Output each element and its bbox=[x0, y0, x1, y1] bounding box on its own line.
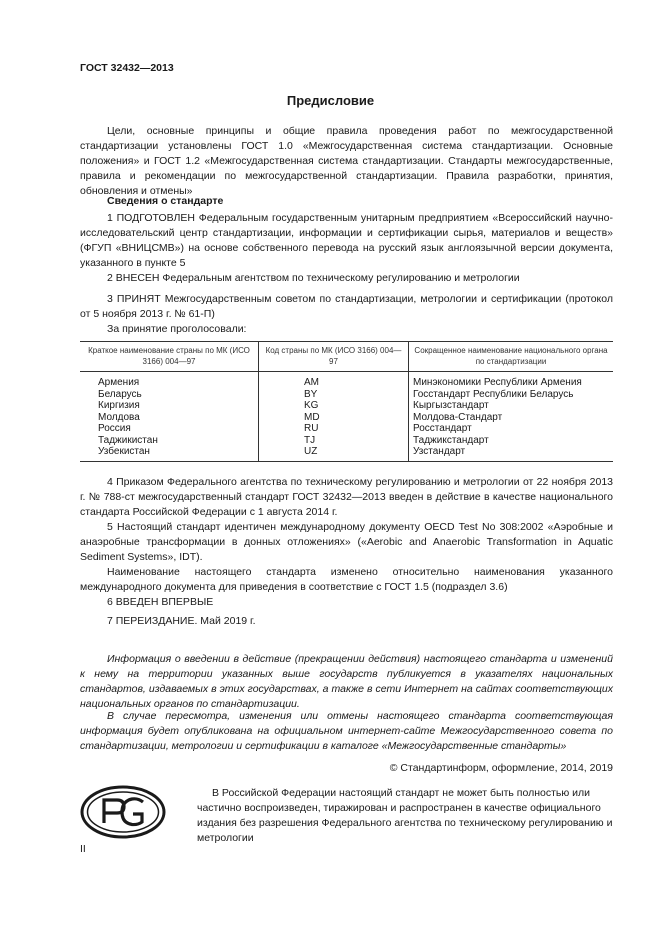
voting-countries-table bbox=[80, 341, 613, 462]
table-row bbox=[80, 435, 613, 447]
body-cell: Таджикстандарт bbox=[409, 435, 614, 447]
country-cell: Таджикистан bbox=[98, 434, 158, 446]
code-cell: KG bbox=[259, 400, 409, 412]
item-6-first-introduced: 6 ВВЕДЕН ВПЕРВЫЕ bbox=[107, 596, 214, 608]
section-subheading: Сведения о стандарте bbox=[107, 195, 224, 207]
code-cell: TJ bbox=[259, 435, 409, 447]
code-cell: AM bbox=[259, 372, 409, 389]
table-row bbox=[80, 389, 613, 401]
code-cell: RU bbox=[259, 423, 409, 435]
body-cell: Минэкономики Республики Армения bbox=[409, 372, 614, 389]
column-header-code: Код страны по МК (ИСО 3166) 004—97 bbox=[259, 342, 409, 372]
intro-paragraph: Цели, основные принципы и общие правила проведения работ по межгосударственной стандартизации установлены ГОСТ 1.0 «Межгосударственная система стандартизации. Основные положения» и ГОСТ 1.2 «Межгосударственная система стандартизации. Стандарты межгосударственные, правила и рекомендации по межгосударственной стандартизации. Правила разработки, принятия, обновления и отмены» bbox=[80, 125, 613, 197]
code-cell: UZ bbox=[259, 446, 409, 461]
rst-certification-mark-icon bbox=[80, 785, 166, 844]
country-cell: Россия bbox=[98, 423, 131, 434]
info-effect-paragraph: Информация о введении в действие (прекращении действия) настоящего стандарта и изменений к нему на территории указанных выше государств публикуется в указателях национальных стандартов, издаваемых в этих государствах, а также в сети Интернет на сайтах соответствующих национальных органов по стандартизации. bbox=[80, 653, 613, 710]
column-header-body: Сокращенное наименование национального органа по стандартизации bbox=[409, 342, 614, 372]
page-number: II bbox=[80, 843, 86, 855]
table-row bbox=[80, 412, 613, 424]
item-3-adopted: 3 ПРИНЯТ Межгосударственным советом по стандартизации, метрологии и сертификации (протокол от 5 ноября 2013 г. № 61-П) bbox=[80, 293, 613, 320]
item-4-order: 4 Приказом Федерального агентства по техническому регулированию и метрологии от 22 ноября 2013 г. № 788-ст межгосударственный стандарт ГОСТ 32432—2013 введен в действие в качестве национального стандарта Российской Федерации с 1 августа 2014 г. bbox=[80, 476, 613, 518]
item-5-identical: 5 Настоящий стандарт идентичен международному документу OECD Test No 308:2002 «Аэробные и анаэробные трансформации в донных отложениях» («Aerobic and Anaerobic Transformation in Aquatic Sediment Systems», IDT). bbox=[80, 521, 613, 563]
body-cell: Молдова-Стандарт bbox=[409, 412, 614, 424]
copyright-line: © Стандартинформ, оформление, 2014, 2019 bbox=[389, 762, 613, 774]
document-code: ГОСТ 32432—2013 bbox=[80, 62, 174, 74]
table-row bbox=[80, 372, 613, 389]
code-cell: MD bbox=[259, 412, 409, 424]
table-header-row bbox=[80, 342, 613, 372]
column-header-country: Краткое наименование страны по МК (ИСО 3166) 004—97 bbox=[80, 342, 259, 372]
voted-label: За принятие проголосовали: bbox=[107, 323, 247, 335]
country-cell: Узбекистан bbox=[98, 446, 150, 457]
body-cell: Кыргызстандарт bbox=[409, 400, 614, 412]
body-cell: Узстандарт bbox=[409, 446, 614, 461]
item-2-introduced: 2 ВНЕСЕН Федеральным агентством по техническому регулированию и метрологии bbox=[107, 272, 520, 284]
country-cell: Беларусь bbox=[98, 388, 142, 400]
page-title: Предисловие bbox=[286, 93, 375, 108]
item-1-prepared: 1 ПОДГОТОВЛЕН Федеральным государственным унитарным предприятием «Всероссийский научно-исследовательский центр стандартизации, информации и сертификации сырья, материалов и веществ» (ФГУП «ВНИЦСМВ») на основе собственного перевода на русский язык англоязычной версии документа, указанного в пункте 5 bbox=[80, 212, 613, 269]
country-cell: Молдова bbox=[98, 411, 140, 423]
item-7-reissue: 7 ПЕРЕИЗДАНИЕ. Май 2019 г. bbox=[107, 615, 256, 627]
table-row bbox=[80, 423, 613, 435]
reproduction-restriction: В Российской Федерации настоящий стандарт не может быть полностью или частично воспроизведен, тиражирован и распространен в качестве официального издания без разрешения Федерального агентства по техническому регулированию и метрологии bbox=[197, 787, 613, 844]
info-revision-paragraph: В случае пересмотра, изменения или отмены настоящего стандарта соответствующая информация будет опубликована на официальном интернет-сайте Межгосударственного совета по стандартизации, метрологии и сертификации в каталоге «Межгосударственные стандарты» bbox=[80, 710, 613, 752]
item-5-name-note: Наименование настоящего стандарта изменено относительно наименования указанного международного документа для приведения в соответствие с ГОСТ 1.5 (подраздел 3.6) bbox=[80, 566, 613, 593]
body-cell: Госстандарт Республики Беларусь bbox=[409, 389, 614, 401]
table-row bbox=[80, 446, 613, 461]
body-cell: Росстандарт bbox=[409, 423, 614, 435]
country-cell: Армения bbox=[98, 377, 140, 388]
table-row bbox=[80, 400, 613, 412]
code-cell: BY bbox=[259, 389, 409, 401]
country-cell: Киргизия bbox=[98, 400, 140, 411]
